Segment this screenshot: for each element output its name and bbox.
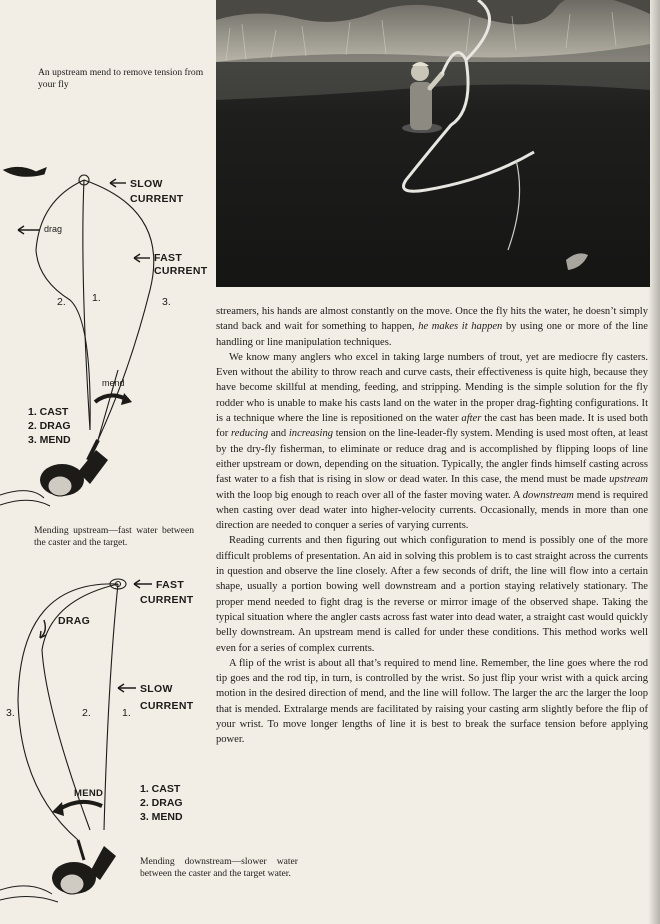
paragraph: A flip of the wrist is about all that’s required to mend line. Remember, the line goes where the rod tip goes and the rod tip, in turn, is controlled by the wrist. So just flip your wrist with a quick arcing motion in the desired direction of mend, and the line will follow. The larger the arc the larger the loop that is mended. Extralarge mends are facilitated by raising your casting arm slightly before the flip of your wrist. To move longer lengths of line it is best to break the surface tension before applying power. — [216, 657, 648, 746]
slow-current-label-a: SLOW — [130, 178, 163, 190]
legend-drag: 2. DRAG — [140, 797, 183, 809]
upstream-caption: Mending upstream—fast water between the caster and the target. — [34, 525, 194, 548]
angler-photograph — [216, 0, 650, 287]
body-text — [216, 304, 648, 748]
mend-arrow-downstream — [58, 802, 102, 810]
mend-label: MEND — [74, 788, 104, 799]
hand-and-reel-downstream — [0, 840, 116, 902]
fast-current-label-b: CURRENT — [154, 265, 208, 277]
downstream-caption: Mending downstream—slower water between the caster and the target water. — [140, 856, 298, 879]
legend-cast: 1. CAST — [28, 406, 69, 418]
paragraph: We know many anglers who excel in taking large numbers of trout, yet are mediocre fly casters. Even without the ability to throw reach and curve casts, their effectiveness is quite high, because they have become skillful at mending, feeding, and stripping. Mending is the simple solution for the fly rodder who is unable to make his casts land on the water in the proper drag-fighting configurations. It is a technique where the line is repositioned on the water after the cast has been made. It is used both for reducing and increasing tension on the line-leader-fly system. Mending is used most often, at least by the dry-fly fisherman, to eliminate or reduce drag and is accomplished by flipping loops of line either upstream or down, depending on the situation. Typically, the angler finds himself casting across fast water to a fish that is rising in slow or dead water. In this case, the mend must be made upstream with the loop big enough to reach over all of the faster moving water. A downstream mend is required when casting over dead water into higher-velocity currents. Occasionally, mends in more than one direction are needed to conquer a series of varying currents. — [216, 351, 648, 532]
line-label-1: 1. — [122, 707, 131, 719]
fast-current-label-b: CURRENT — [140, 594, 194, 606]
slow-current-label-b: CURRENT — [130, 193, 184, 205]
page-spine-shadow — [648, 0, 660, 924]
paragraph: streamers, his hands are almost constantly on the move. Once the fly hits the water, he doesn’t simply stand back and wait for something to happen, he makes it happen by using one or more of the line handling or line manipulation techniques. — [216, 306, 648, 348]
fish-icon — [4, 167, 46, 176]
downstream-legend — [140, 782, 183, 824]
legend-mend: 3. MEND — [28, 434, 71, 446]
slow-current-label-a: SLOW — [140, 683, 173, 695]
mend-label: mend — [102, 378, 125, 388]
fast-current-label-a: FAST — [156, 579, 185, 591]
line-label-3: 3. — [6, 707, 15, 719]
legend-mend: 3. MEND — [140, 811, 183, 823]
line-label-1: 1. — [92, 292, 101, 304]
upstream-legend — [28, 405, 71, 447]
hand-and-reel — [0, 440, 108, 506]
slow-current-label-b: CURRENT — [140, 700, 194, 712]
upstream-mend-diagram — [0, 150, 215, 510]
paragraph: Reading currents and then figuring out which configuration to mend is possibly one of the more difficult problems of presentation. An aid in solving this problem is to cast straight across the currents in question and observe the line closely. After a few seconds of drift, the line will flow into a certain shape, usually a portion bowing well downstream and a portion staying relatively stationary. The proper mend needed to fight drag is the reverse or mirror image of the observed shape. Taking the typical situation where the angler casts across fast water into dead water, a straight cast would quickly belly downstream. An upstream mend is called for under these conditions. This method works well even for a series of complex currents. — [216, 535, 648, 654]
line-label-3: 3. — [162, 296, 171, 308]
photo-caption: An upstream mend to remove tension from your fly — [38, 67, 204, 90]
line-label-2: 2. — [82, 707, 91, 719]
drag-label: drag — [44, 224, 63, 234]
legend-cast: 1. CAST — [140, 783, 181, 795]
line-label-2: 2. — [57, 296, 66, 308]
drag-label: DRAG — [58, 615, 91, 627]
fast-current-label-a: FAST — [154, 252, 183, 264]
legend-drag: 2. DRAG — [28, 420, 71, 432]
